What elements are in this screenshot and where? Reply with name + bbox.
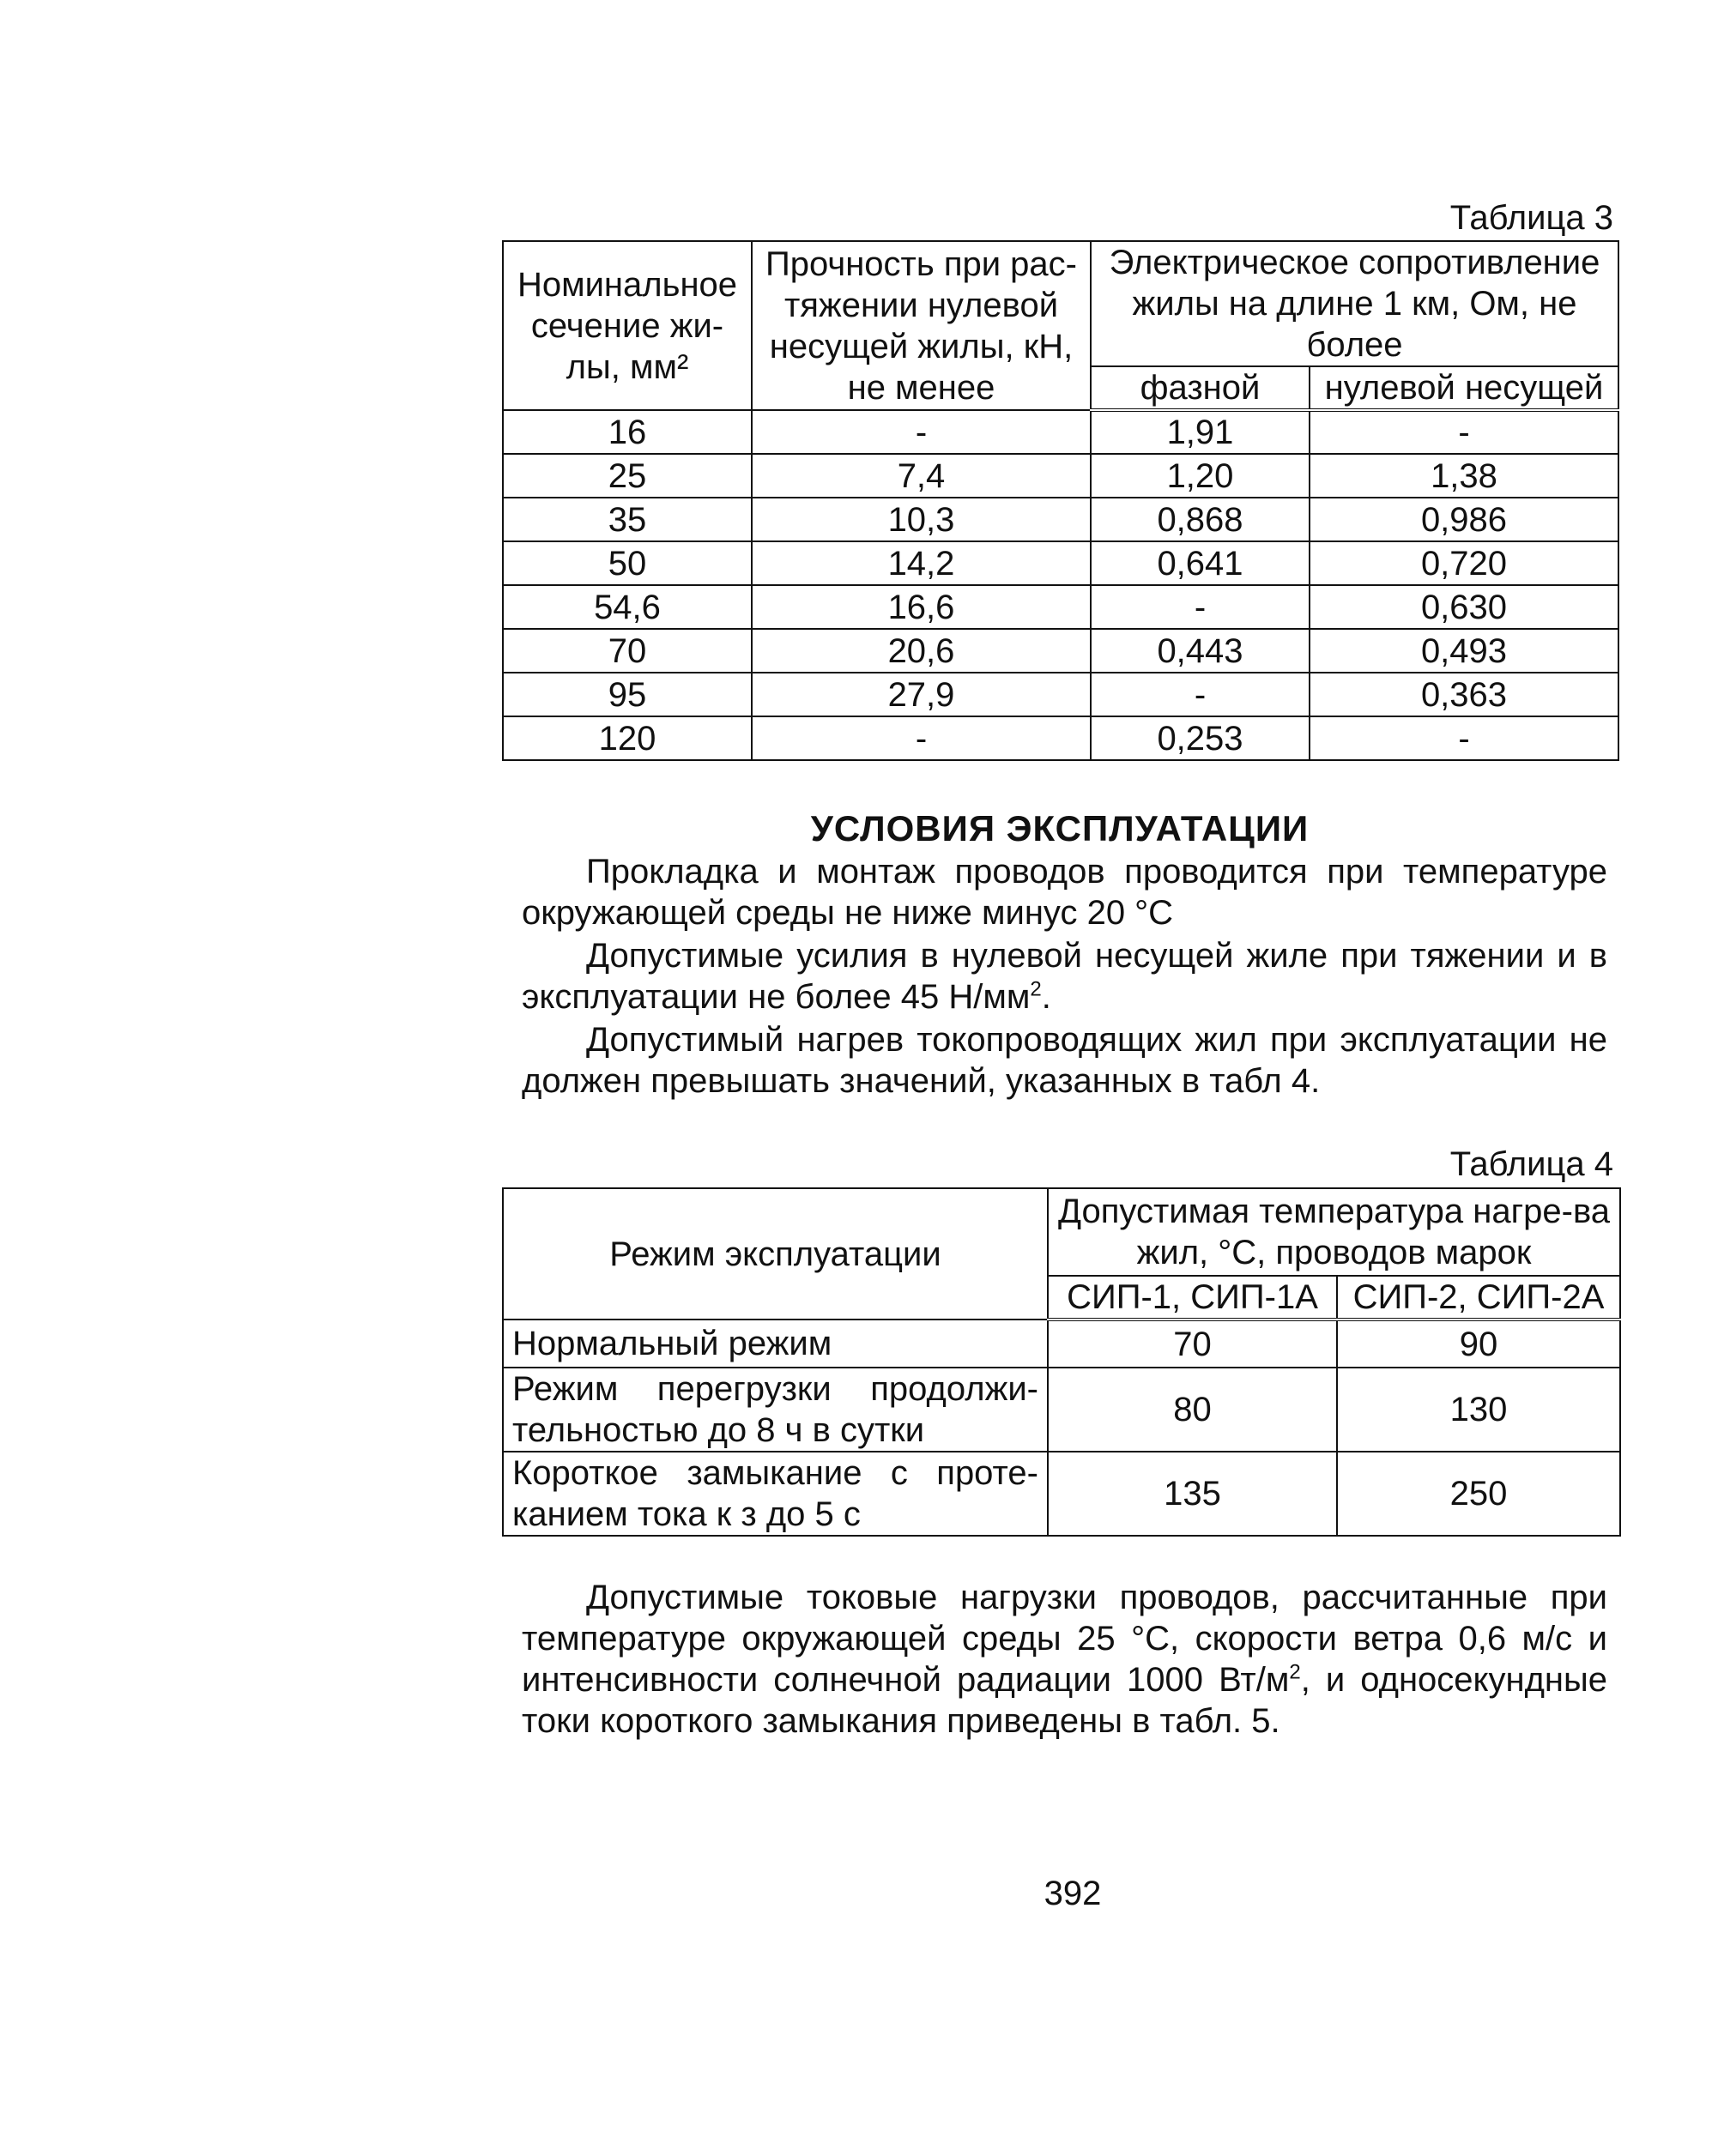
cell-neutral: 0,363 xyxy=(1310,673,1618,716)
table-row xyxy=(503,585,1618,629)
paragraph-4-end: , и односекундные токи короткого замыкания приведены в табл. 5. xyxy=(522,1661,1607,1740)
cell-neutral: 1,38 xyxy=(1310,454,1618,498)
paragraph-2-text: Допустимые усилия в нулевой несущей жиле при тяжении и в эксплуатации не более 45 Н/мм xyxy=(522,937,1607,1016)
cell-phase: 0,868 xyxy=(1091,498,1310,541)
cell-mode: Режим перегрузки продолжи-тельностью до 8 ч в сутки xyxy=(503,1368,1048,1452)
header-mode: Режим эксплуатации xyxy=(503,1188,1048,1320)
cell-strength: 7,4 xyxy=(752,454,1091,498)
header-phase: фазной xyxy=(1091,366,1310,410)
table4-caption: Таблица 4 xyxy=(1449,1145,1613,1183)
table-row xyxy=(503,454,1618,498)
cell-section: 16 xyxy=(503,410,752,454)
cell-mode: Нормальный режим xyxy=(503,1320,1048,1368)
cell-section: 95 xyxy=(503,673,752,716)
cell-sip1: 70 xyxy=(1048,1320,1337,1368)
cell-section: 25 xyxy=(503,454,752,498)
cell-mode: Короткое замыкание с проте-канием тока к з до 5 с xyxy=(503,1452,1048,1536)
cell-strength: - xyxy=(752,716,1091,760)
cell-neutral: 0,493 xyxy=(1310,629,1618,673)
cell-sip2: 250 xyxy=(1337,1452,1620,1536)
table3 xyxy=(502,240,1619,761)
cell-section: 120 xyxy=(503,716,752,760)
cell-neutral: 0,630 xyxy=(1310,585,1618,629)
cell-section: 35 xyxy=(503,498,752,541)
paragraph-1 xyxy=(522,851,1607,933)
page-number: 392 xyxy=(1044,1875,1102,1912)
paragraph-3-text: Допустимый нагрев токопроводящих жил при эксплуатации не должен превышать значений, указанных в табл 4. xyxy=(522,1021,1607,1100)
header-strength: Прочность при рас-тяжении нулевой несущей жилы, кН, не менее xyxy=(752,241,1091,410)
cell-phase: 0,641 xyxy=(1091,541,1310,585)
superscript: 2 xyxy=(1030,977,1042,1001)
cell-phase: 1,91 xyxy=(1091,410,1310,454)
cell-sip1: 80 xyxy=(1048,1368,1337,1452)
header-temperature: Допустимая температура нагре-ва жил, °С, проводов марок xyxy=(1048,1188,1620,1276)
cell-strength: 27,9 xyxy=(752,673,1091,716)
cell-section: 50 xyxy=(503,541,752,585)
table-row xyxy=(503,1452,1620,1536)
table-row xyxy=(503,629,1618,673)
header-section: Номинальное сечение жи-лы, мм² xyxy=(503,241,752,410)
cell-phase: 1,20 xyxy=(1091,454,1310,498)
header-sip2: СИП-2, СИП-2А xyxy=(1337,1276,1620,1320)
cell-phase: 0,253 xyxy=(1091,716,1310,760)
table-row xyxy=(503,541,1618,585)
paragraph-4 xyxy=(522,1577,1607,1742)
cell-sip2: 90 xyxy=(1337,1320,1620,1368)
table-row xyxy=(503,498,1618,541)
table-row xyxy=(503,1368,1620,1452)
paragraph-4-text: Допустимые токовые нагрузки проводов, рассчитанные при температуре окружающей среды 25 °С, скорости ветра 0,6 м/с и интенсивности солнечной радиации 1000 Вт/м xyxy=(522,1579,1607,1699)
cell-strength: 16,6 xyxy=(752,585,1091,629)
cell-sip1: 135 xyxy=(1048,1452,1337,1536)
cell-phase: - xyxy=(1091,673,1310,716)
cell-section: 70 xyxy=(503,629,752,673)
table3-caption: Таблица 3 xyxy=(1449,199,1613,237)
cell-phase: 0,443 xyxy=(1091,629,1310,673)
cell-sip2: 130 xyxy=(1337,1368,1620,1452)
paragraph-3 xyxy=(522,1019,1607,1102)
paragraph-1-text: Прокладка и монтаж проводов проводится при температуре окружающей среды не ниже минус 20 °С xyxy=(522,853,1607,932)
header-sip1: СИП-1, СИП-1А xyxy=(1048,1276,1337,1320)
cell-neutral: - xyxy=(1310,716,1618,760)
section-title: УСЛОВИЯ ЭКСПЛУАТАЦИИ xyxy=(810,808,1310,849)
cell-neutral: - xyxy=(1310,410,1618,454)
paragraph-2 xyxy=(522,935,1607,1018)
cell-strength: - xyxy=(752,410,1091,454)
cell-strength: 10,3 xyxy=(752,498,1091,541)
table-row xyxy=(503,1320,1620,1368)
cell-section: 54,6 xyxy=(503,585,752,629)
cell-neutral: 0,986 xyxy=(1310,498,1618,541)
cell-strength: 14,2 xyxy=(752,541,1091,585)
table4 xyxy=(502,1187,1621,1537)
table-row xyxy=(503,673,1618,716)
superscript: 2 xyxy=(1289,1660,1301,1684)
cell-neutral: 0,720 xyxy=(1310,541,1618,585)
header-resistance: Электрическое сопротивление жилы на длине 1 км, Ом, не более xyxy=(1091,241,1618,366)
header-neutral: нулевой несущей xyxy=(1310,366,1618,410)
cell-phase: - xyxy=(1091,585,1310,629)
table-row xyxy=(503,410,1618,454)
table-row xyxy=(503,716,1618,760)
cell-strength: 20,6 xyxy=(752,629,1091,673)
paragraph-2-end: . xyxy=(1041,978,1051,1016)
